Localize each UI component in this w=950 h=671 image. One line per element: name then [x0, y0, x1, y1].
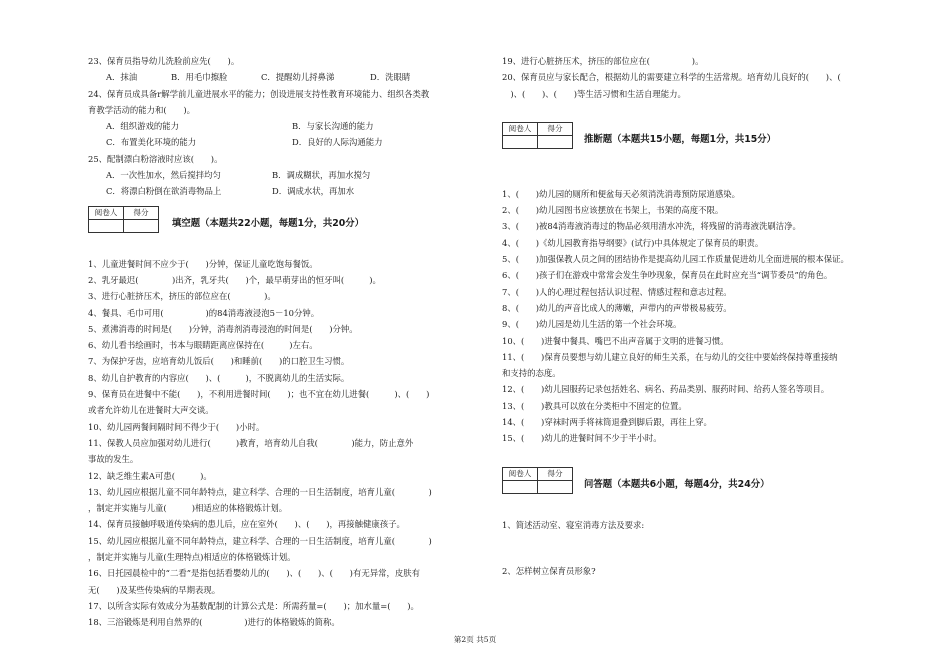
question-24-cont: 育教学活动的能力和( )。 [88, 104, 196, 115]
list-item: 14、( )穿袜时两手将袜筒退叠到脚后跟，再往上穿。 [502, 417, 712, 428]
q25-option-c: C．将漂白粉倒在欲消毒物品上 [106, 186, 222, 197]
list-item: 2、乳牙最迟( )出齐，乳牙共( )个，最早萌芽出的恒牙叫( )。 [88, 274, 381, 285]
list-item: 15、( )幼儿的进餐时间不少于半小时。 [502, 433, 662, 444]
list-item: 12、缺乏维生素A可患( )。 [88, 470, 212, 481]
q24-options-row2 [88, 134, 486, 150]
list-item: 6、( )孩子们在游戏中常常会发生争吵现象，保育员在此时应充当“调节委员”的角色。 [502, 270, 833, 281]
grader-cell [503, 135, 538, 148]
qa-item: 2、怎样树立保育员形象? [502, 565, 596, 576]
list-item: 6、幼儿看书绘画时，书本与眼睛距离应保持在( )左右。 [88, 340, 318, 351]
grader-label: 阅卷人 [89, 206, 124, 219]
list-item: 11、保教人员应加强对幼儿进行( )教育，培育幼儿自我( )能力，防止意外 [88, 437, 414, 448]
page-footer: 第2页 共5页 [453, 635, 497, 644]
question-20-cont: )、( )、( )等生活习惯和生活自理能力。 [502, 88, 686, 99]
q24-option-b: B．与家长沟通的能力 [292, 121, 374, 132]
score-label: 得分 [538, 122, 573, 135]
list-item: 3、进行心脏挤压术，挤压的部位应在( )。 [88, 291, 276, 302]
qa-item: 1、简述活动室、寝室消毒方法及要求: [502, 519, 645, 530]
list-item: 13、( )教具可以放在分类柜中不固定的位置。 [502, 400, 687, 411]
list-item: 1、( )幼儿园的厕所和便盆每天必须消洗消毒预防尿道感染。 [502, 188, 740, 199]
list-item: 10、( )进餐中餐具、嘴巴不出声音属于文明的进餐习惯。 [502, 335, 729, 346]
list-item: 3、( )被84消毒液消毒过的物品必须用清水冲洗，将残留的消毒液洗刷洁净。 [502, 221, 801, 232]
list-item: 5、煮沸消毒的时间是( )分钟，消毒剂消毒浸泡的时间是( )分钟。 [88, 323, 358, 334]
spacer [502, 172, 912, 186]
grader-cell [89, 219, 124, 232]
list-item: 7、( )人的心理过程包括认识过程、情感过程和意志过程。 [502, 286, 732, 297]
q25-option-d: D．调成水状，再加水 [272, 186, 355, 197]
question-23: 23、保育员指导幼儿洗脸前应先( )。 [88, 56, 240, 66]
q25-option-a: A．一次性加水，然后搅拌均匀 [106, 170, 221, 181]
list-item: 16、日托园晨检中的“二看”是指包括看嬰幼儿的( )、( )、( )有无异常，皮肤有 [88, 568, 420, 579]
judge-items [502, 186, 912, 447]
question-25: 25、配制漂白粉溶液时应该( )。 [88, 153, 223, 164]
list-item: 事故的发生。 [88, 454, 139, 465]
question-24: 24、保育员成具备r解学前儿童进展水平的能力；创设进展支持性教育环境能力、组织各类教 [88, 88, 430, 99]
list-item: 1、儿童进餐时间不应少于( )分钟，保证儿童吃饱每餐饭。 [88, 258, 318, 269]
section-title-judge: 推断题（本题共15小题，每题1分，共15分） [584, 133, 776, 145]
list-item: 13、幼儿园应根据儿童不同年龄特点，建立科学、合理的一日生活制度，培育儿童( ) [88, 486, 432, 497]
fill-in-section-header [88, 200, 486, 256]
q23-option-a: A．抹油 [106, 72, 138, 83]
score-box [502, 122, 573, 149]
list-item: 15、幼儿园应根据儿童不同年龄特点，建立科学、合理的一日生活制度，培育儿童( ) [88, 535, 432, 546]
score-cell [538, 480, 573, 493]
q23-option-b: B．用毛巾擦脸 [171, 72, 228, 83]
score-label: 得分 [124, 206, 159, 219]
q24-option-c: C．布置美化环境的能力 [106, 137, 197, 148]
q25-option-b: B．调成糊状，再加水搅匀 [272, 170, 371, 181]
list-item: ，制定并实施与儿童( )相适应的体格锻炼计划。 [88, 503, 288, 514]
grader-cell [503, 480, 538, 493]
q25-options-row2 [88, 183, 486, 199]
section-title-fill-in: 填空题（本题共22小题，每题1分，共20分） [172, 217, 364, 229]
score-cell [124, 219, 159, 232]
list-item: 和支持的态度。 [502, 368, 561, 379]
q24-option-d: D．良好的人际沟通能力 [292, 137, 383, 148]
question-19: 19、进行心脏挤压术，挤压的部位应在( )。 [502, 56, 704, 66]
right-column [502, 53, 912, 609]
list-item: ，制定并实施与儿童(生理特点)相适应的体格锻炼计划。 [88, 552, 296, 563]
list-item: 5、( )加强保教人员之间的团结协作是提高幼儿园工作质量促进幼儿全面进展的根本保证。 [502, 254, 849, 265]
spacer [502, 102, 912, 116]
q24-option-a: A．组织游戏的能力 [106, 121, 180, 132]
score-box [502, 467, 573, 494]
qa-section-header [502, 461, 912, 517]
section-title-qa: 问答题（本题共6小题，每题4分，共24分） [584, 478, 770, 490]
list-item: 或者允许幼儿在进餐时大声交谈。 [88, 405, 214, 416]
fill-in-items [88, 256, 486, 631]
list-item: 17、以所含实际有效成分为基数配制的计算公式是：所需药量=( )；加水量=( )。 [88, 600, 419, 611]
score-box [88, 206, 159, 233]
q23-options [88, 69, 486, 85]
score-cell [538, 135, 573, 148]
q23-option-c: C．提醒幼儿捋鼻涕 [261, 72, 335, 83]
grader-label: 阅卷人 [503, 467, 538, 480]
list-item: 9、( )幼儿园是幼儿生活的第一个社会环境。 [502, 319, 682, 330]
list-item: 9、保育员在进餐中不能( )，不利用进餐时间( )；也不宜在幼儿进餐( )、( ) [88, 389, 430, 400]
list-item: 8、幼儿自护教育的内容应( )、( )，不脱离幼儿的生活实际。 [88, 372, 350, 383]
list-item: 无( )及某些传染病的早期表现。 [88, 584, 221, 595]
list-item: 4、( )《幼儿园教育指导纲要》(试行)中具体规定了保育员的职责。 [502, 237, 764, 248]
grader-label: 阅卷人 [503, 122, 538, 135]
spacer [502, 447, 912, 461]
left-column [88, 53, 486, 631]
q25-options-row1 [88, 167, 486, 183]
score-label: 得分 [538, 467, 573, 480]
list-item: 10、幼儿园两餐间隔时间不得少于( )小时。 [88, 421, 265, 432]
list-item: 2、( )幼儿园图书应该摆放在书架上，书架的高度不限。 [502, 205, 724, 216]
judge-section-header [502, 116, 912, 172]
list-item: 14、保育员接触呼吸道传染病的患儿后，应在室外( )、( )，再接触健康孩子。 [88, 519, 405, 530]
q24-options-row1 [88, 118, 486, 134]
list-item: 8、( )幼儿的声音比成人的薄嫩，声带内的声带极易疲劳。 [502, 302, 732, 313]
list-item: 18、三浴锻炼是利用自然界的( )进行的体格锻炼的简称。 [88, 617, 340, 628]
q23-option-d: D．洗眼睛 [370, 72, 411, 83]
list-item: 4、餐具、毛巾可用( )的84消毒液浸泡5－10分钟。 [88, 307, 320, 318]
list-item: 12、( )幼儿园服药记录包括姓名、病名、药品类别、服药时间、给药人签名等项目。 [502, 384, 830, 395]
list-item: 7、为保护牙齿，应培育幼儿饭后( )和睡前( )的口腔卫生习惯。 [88, 356, 350, 367]
list-item: 11、( )保育员要想与幼儿建立良好的师生关系，在与幼儿的交往中要始终保持尊重接纳 [502, 351, 838, 362]
question-20: 20、保育员应与家长配合，根据幼儿的需要建立科学的生活常规。培育幼儿良好的( )、( [502, 72, 841, 83]
